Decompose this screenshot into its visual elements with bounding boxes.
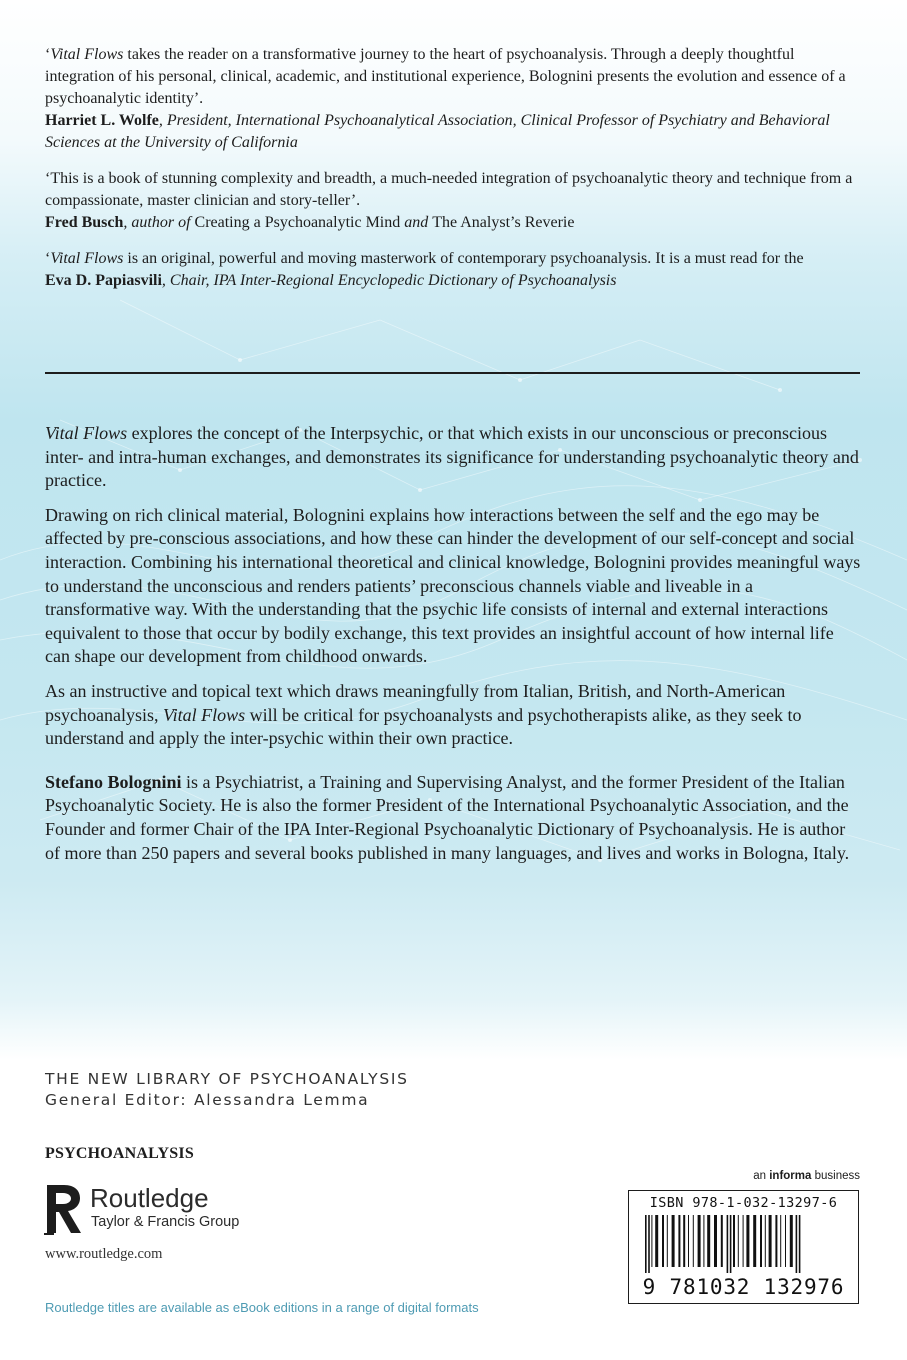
barcode-bar	[775, 1215, 777, 1267]
barcode-bar	[746, 1215, 749, 1267]
series-editor: General Editor: Alessandra Lemma	[45, 1091, 370, 1109]
barcode-bar	[727, 1215, 729, 1273]
barcode-bar	[688, 1215, 689, 1267]
series-name: THE NEW LIBRARY OF PSYCHOANALYSIS	[45, 1070, 409, 1088]
barcode-bar	[698, 1215, 701, 1267]
barcode-bar	[721, 1215, 723, 1267]
isbn-barcode	[628, 1190, 859, 1304]
informa-business-tag: an informa business	[753, 1170, 860, 1182]
barcode-bar	[655, 1215, 658, 1267]
barcode-bar	[780, 1215, 781, 1267]
barcode-bar	[785, 1215, 786, 1267]
section-divider	[45, 372, 860, 374]
barcode-bar	[693, 1215, 694, 1267]
book-title: Vital Flows	[50, 250, 124, 267]
series-info	[45, 1069, 409, 1111]
barcode-bar	[799, 1215, 801, 1273]
barcode-bars	[645, 1215, 844, 1273]
endorsement-1: ‘Vital Flows takes the reader on a transformative journey to the heart of psychoanalysis. Through a deeply thoughtful integration of his personal, clinical, academic, and institutional experience, Bolognini presents the evolution and essence of a psychoanalytic identity’. Harriet L. Wolfe, President, International Psychoanalytical Association, Clinical Professor of Psychiatry and Behavioral Sciences at the University of California	[45, 46, 846, 151]
ebook-note: Routledge titles are available as eBook editions in a range of digital formats	[45, 1300, 479, 1315]
publisher-name: Routledge	[90, 1183, 209, 1213]
endorser-name: Fred Busch	[45, 214, 124, 231]
barcode-bar	[790, 1215, 793, 1267]
barcode-bar	[743, 1215, 744, 1267]
isbn-label: ISBN 978-1-032-13297-6	[649, 1195, 838, 1211]
barcode-bar	[703, 1215, 704, 1267]
barcode-bar	[678, 1215, 680, 1267]
author-bio: Stefano Bolognini is a Psychiatrist, a Training and Supervising Analyst, and the former President of the Italian Psychoanalytic Society. He is also the former President of the International Psychoanalytic Association, and the Founder and former Chair of the IPA Inter-Regional Psychoanalytic Dictionary of Psychoanalysis. He is author of more than 250 papers and several books published in many languages, and lives and works in Bologna, Italy.	[45, 771, 850, 863]
barcode-bar	[733, 1215, 735, 1267]
publisher-website: www.routledge.com	[45, 1246, 163, 1262]
barcode-bar	[765, 1215, 766, 1267]
isbn-digits: 9 781032 132976	[642, 1275, 845, 1299]
barcode-bar	[672, 1215, 675, 1267]
book-title: Creating a Psychoanalytic Mind	[194, 214, 401, 231]
description-paragraph-3: As an instructive and topical text which draws meaningfully from Italian, British, and North-American psychoanalysis, Vital Flows will be critical for psychoanalysts and psychotherapists alike, as they seek to understand and apply the inter-psychic within their own practice.	[45, 680, 802, 749]
endorser-affiliation: , Chair, IPA Inter-Regional Encyclopedic Dictionary of Psychoanalysis	[161, 272, 617, 289]
barcode-bar	[707, 1215, 710, 1267]
barcode-bar	[683, 1215, 685, 1267]
barcode-bar	[645, 1215, 647, 1273]
routledge-r-logo-icon	[44, 1183, 84, 1235]
barcode-bar	[651, 1215, 652, 1267]
endorsement-2: ‘This is a book of stunning complexity and breadth, a much-needed integration of psychoanalytic theory and technique from a compassionate, master clinician and story-teller’. Fred Busch, author of Creating a Psychoanalytic Mind and The Analyst’s Reverie	[45, 170, 853, 231]
barcode-bar	[730, 1215, 732, 1273]
endorsements	[45, 44, 862, 306]
endorser-affiliation: , President, International Psychoanalytical Association, Clinical Professor of Psychiatry and Behavioral Sciences at the University of California	[45, 112, 830, 151]
barcode-bar	[667, 1215, 668, 1267]
barcode-bar	[769, 1215, 772, 1267]
subject-category: PSYCHOANALYSIS	[45, 1145, 194, 1162]
publisher-group: Taylor & Francis Group	[91, 1214, 240, 1230]
barcode-bar	[662, 1215, 664, 1267]
barcode-bar	[738, 1215, 739, 1267]
endorsement-3: ‘Vital Flows is an original, powerful and moving masterwork of contemporary psychoanalysis. It is a must read for the Eva D. Papiasvili, Chair, IPA Inter-Regional Encyclopedic Dictionary of Psychoanalysis	[45, 250, 804, 289]
book-description	[45, 422, 862, 876]
description-paragraph-2: Drawing on rich clinical material, Bolognini explains how interactions between the self and the ego may be affected by pre-conscious associations, and how these can hinder the development of our self-concept and social interaction. Combining his international theoretical and clinical knowledge, Bolognini provides meaningful ways to understand the unconscious and renders patients’ preconscious channels viable and liveable in a transformative way. With the understanding that the psychic life consists of internal and external interactions equivalent to those that occur by bodily exchange, this text provides an insightful account of how internal life can shape our development from childhood onwards.	[45, 504, 861, 667]
author-name: Stefano Bolognini	[45, 771, 182, 792]
endorser-name: Eva D. Papiasvili	[45, 272, 162, 289]
publisher-logo	[44, 1183, 284, 1235]
description-paragraph-1: Vital Flows explores the concept of the Interpsychic, or that which exists in our unconscious or preconscious inter- and intra-human exchanges, and demonstrates its significance for understanding psychoanalytic theory and practice.	[45, 423, 859, 491]
endorser-name: Harriet L. Wolfe	[45, 112, 159, 129]
barcode-bar	[648, 1215, 650, 1273]
barcode-bar	[714, 1215, 717, 1267]
book-title: The Analyst’s Reverie	[432, 214, 575, 231]
barcode-bar	[796, 1215, 798, 1273]
barcode-bar	[760, 1215, 762, 1267]
book-title: Vital Flows	[50, 46, 124, 63]
barcode-bar	[753, 1215, 756, 1267]
